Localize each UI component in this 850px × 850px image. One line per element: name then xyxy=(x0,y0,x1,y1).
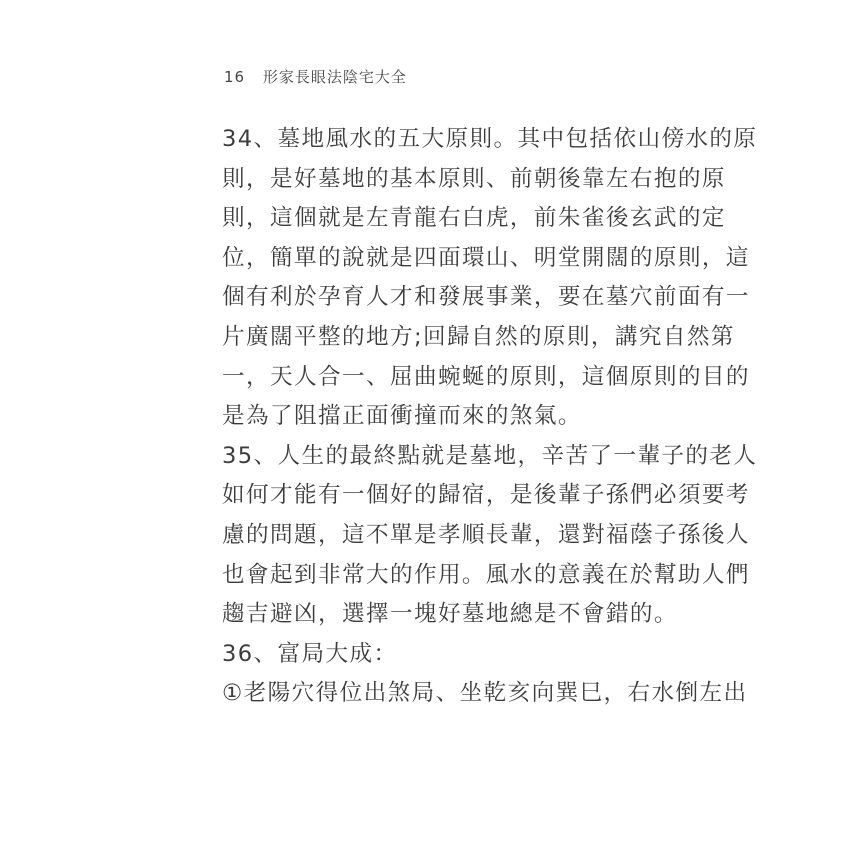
text-line: 34、墓地風水的五大原則。其中包括依山傍水的原 xyxy=(222,126,758,152)
body-text xyxy=(222,120,758,714)
text-line: 一，天人合一、屈曲蜿蜒的原則，這個原則的目的 xyxy=(222,363,750,390)
text-line: 位，簡單的說就是四面環山、明堂開闊的原則，這 xyxy=(222,244,750,271)
text-line: 也會起到非常大的作用。風水的意義在於幫助人們 xyxy=(222,561,750,588)
text-line: 慮的問題，這不單是孝順長輩，還對福蔭子孫後人 xyxy=(222,521,750,548)
text-line: 35、人生的最終點就是墓地，辛苦了一輩子的老人 xyxy=(222,442,758,469)
text-line: 36、富局大成： xyxy=(222,640,398,667)
text-line: 如何才能有一個好的歸宿，是後輩子孫們必須要考 xyxy=(222,482,750,509)
text-line: 個有利於孕育人才和發展事業，要在墓穴前面有一 xyxy=(222,284,750,311)
text-line: 則，是好墓地的基本原則、前朝後靠左右抱的原 xyxy=(222,165,726,192)
text-line: ①老陽穴得位出煞局、坐乾亥向巽巳，右水倒左出 xyxy=(222,680,748,707)
text-line: 則，這個就是左青龍右白虎，前朱雀後玄武的定 xyxy=(222,205,726,232)
running-header xyxy=(224,66,407,87)
text-line: 趨吉避凶，選擇一塊好墓地總是不會錯的。 xyxy=(222,601,678,628)
book-title: 形家長眼法陰宅大全 xyxy=(262,68,407,86)
text-line: 是為了阻擋正面衝撞而來的煞氣。 xyxy=(222,403,582,430)
page-number: 16 xyxy=(224,68,246,86)
text-line: 片廣闊平整的地方;回歸自然的原則，講究自然第 xyxy=(222,323,735,350)
